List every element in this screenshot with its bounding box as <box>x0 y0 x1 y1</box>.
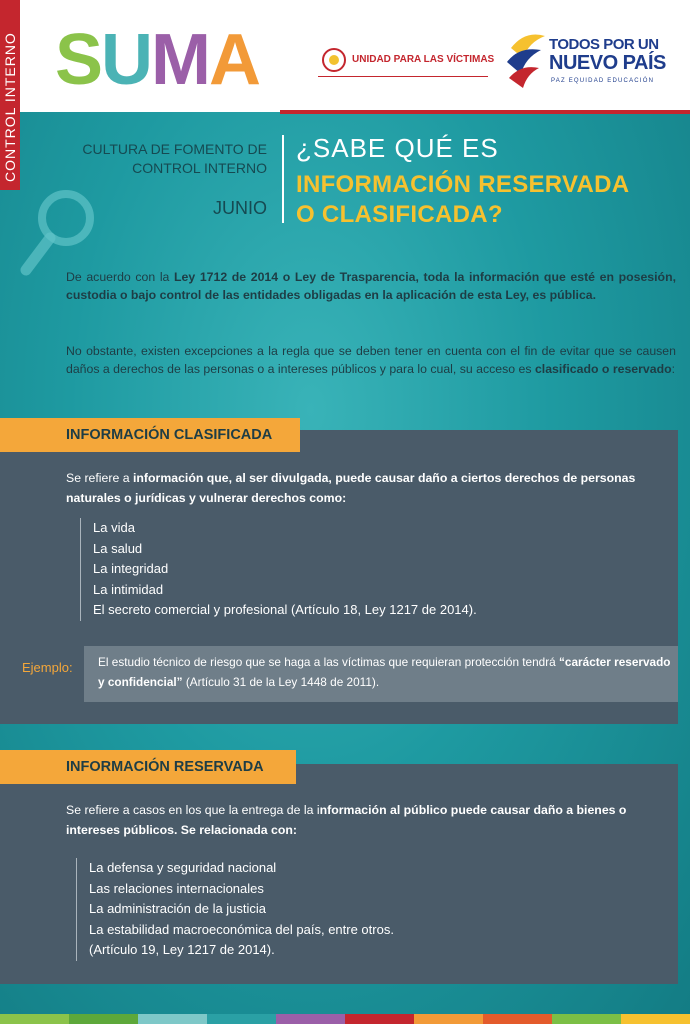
magnifier-icon <box>16 182 106 282</box>
color-strip-segment <box>207 1014 276 1024</box>
seal-icon <box>322 48 346 72</box>
color-strip <box>0 1014 690 1024</box>
gov-line1: TODOS POR UN <box>549 36 659 53</box>
color-strip-segment <box>345 1014 414 1024</box>
month-label: JUNIO <box>213 198 267 218</box>
example-label: Ejemplo: <box>22 660 73 675</box>
side-tab <box>0 0 20 190</box>
entity-underline <box>318 76 488 77</box>
side-tab-label: CONTROL INTERNO <box>2 32 18 182</box>
gov-tagline: PAZ EQUIDAD EDUCACIÓN <box>551 78 655 84</box>
reserved-description: Se refiere a casos en los que la entrega de la información al público puede causar daño a bienes o intereses públicos. Se relacionada con: <box>66 803 627 837</box>
culture-label: CULTURA DE FOMENTO DE CONTROL INTERNO <box>82 141 267 176</box>
list-item: El secreto comercial y profesional (Artículo 18, Ley 1217 de 2014). <box>93 602 477 617</box>
list-item: La administración de la justicia <box>89 901 267 916</box>
classified-list <box>80 518 477 621</box>
topic-heading: INFORMACIÓN RESERVADA O CLASIFICADA? <box>296 171 630 228</box>
reserved-list <box>76 858 394 961</box>
list-item: La intimidad <box>93 581 164 597</box>
suma-logo-text: SUMA <box>55 20 260 100</box>
header-divider <box>280 110 690 114</box>
intro-paragraph: De acuerdo con la Ley 1712 de 2014 o Ley de Trasparencia, toda la información que esté en posesión, custodia o bajo control de las entidades obligadas en la aplicación de esta Ley, es pública. <box>66 270 676 302</box>
list-item: La vida <box>93 520 135 535</box>
suma-logo <box>55 6 275 100</box>
tricolor-mark-icon <box>505 28 547 90</box>
classified-description: Se refiere a información que, al ser divulgada, puede causar daño a ciertos derechos de personas naturales o jurídicas y vulnerar derechos como: <box>66 471 636 505</box>
exceptions-paragraph: No obstante, existen excepciones a la regla que se deben tener en cuenta con el fin de evitar que se causen daños a derechos de las personas o a intereses públicos y para lo cual, su acceso es clasificado o reservado: <box>66 344 676 376</box>
color-strip-segment <box>0 1014 69 1024</box>
unidad-victimas-logo <box>318 42 495 82</box>
reserved-title: INFORMACIÓN RESERVADA <box>0 750 296 784</box>
list-item: La salud <box>93 540 143 556</box>
example-box: El estudio técnico de riesgo que se haga a las víctimas que requieran protección tendrá “carácter reservado y confidencial” (Artículo 31 de la Ley 1448 de 2011). <box>84 646 678 702</box>
color-strip-segment <box>69 1014 138 1024</box>
list-item: La defensa y seguridad nacional <box>89 860 277 875</box>
color-strip-segment <box>552 1014 621 1024</box>
list-item: Las relaciones internacionales <box>89 880 264 896</box>
title-divider <box>282 135 284 223</box>
color-strip-segment <box>414 1014 483 1024</box>
list-item: (Artículo 19, Ley 1217 de 2014). <box>89 942 275 957</box>
color-strip-segment <box>621 1014 690 1024</box>
entity-name: UNIDAD PARA LAS VÍCTIMAS <box>352 54 495 65</box>
list-item: La estabilidad macroeconómica del país, entre otros. <box>89 921 394 937</box>
gov-line2: NUEVO PAÍS <box>549 52 666 74</box>
list-item: La integridad <box>93 561 169 576</box>
gobierno-logo <box>505 28 666 98</box>
classified-title: INFORMACIÓN CLASIFICADA <box>0 418 300 452</box>
color-strip-segment <box>483 1014 552 1024</box>
color-strip-segment <box>276 1014 345 1024</box>
question-heading: ¿SABE QUÉ ES <box>296 133 499 163</box>
color-strip-segment <box>138 1014 207 1024</box>
